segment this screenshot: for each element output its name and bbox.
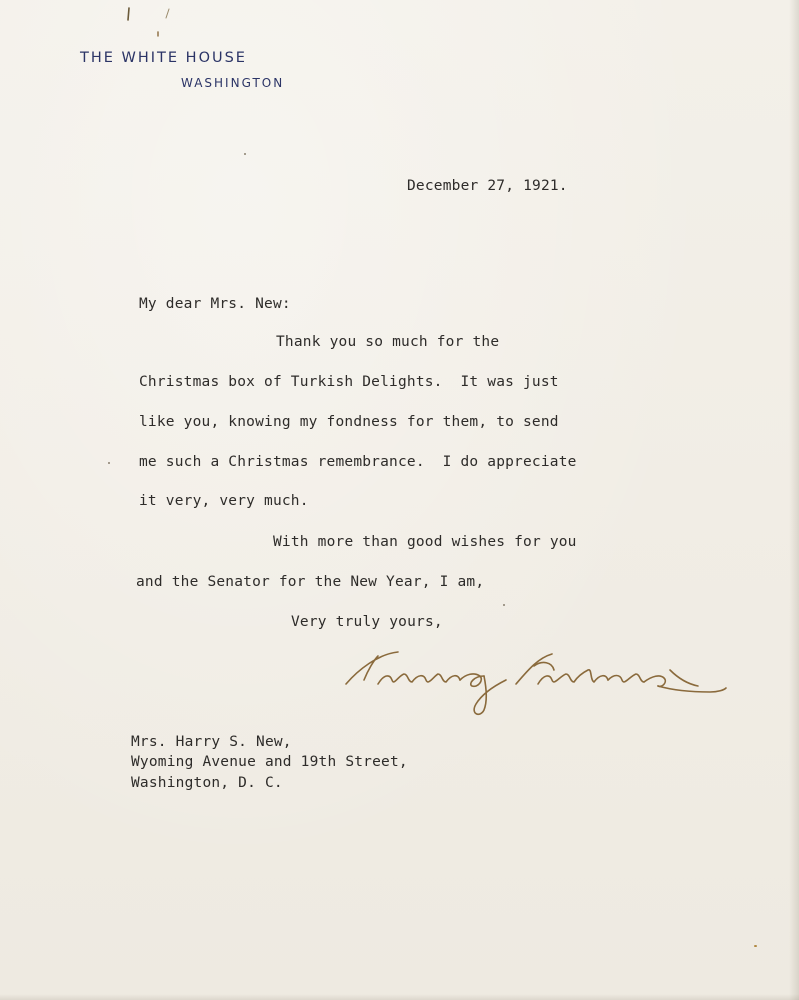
paper-edge-shadow (789, 0, 799, 1000)
salutation: My dear Mrs. New: (139, 296, 291, 312)
pencil-mark (125, 6, 185, 46)
paper-bottom-edge (0, 994, 799, 1000)
closing: Very truly yours, (291, 614, 443, 630)
body-line: me such a Christmas remembrance. I do appreciate (139, 454, 577, 470)
letterhead-title: THE WHITE HOUSE (80, 50, 247, 66)
recipient-line-2: Wyoming Avenue and 19th Street, (131, 754, 408, 770)
body-line: With more than good wishes for you (273, 534, 577, 550)
letterhead-subtitle: WASHINGTON (181, 76, 285, 90)
paper-speck (503, 604, 505, 606)
paper-speck (244, 153, 246, 155)
body-line: and the Senator for the New Year, I am, (136, 574, 485, 590)
letter-date: December 27, 1921. (407, 178, 568, 194)
body-line: Christmas box of Turkish Delights. It was just (139, 374, 559, 390)
body-line: Thank you so much for the (276, 334, 500, 350)
recipient-line-1: Mrs. Harry S. New, (131, 734, 292, 750)
paper-speck (108, 462, 110, 464)
body-line: it very, very much. (139, 493, 309, 509)
handwritten-signature (338, 640, 728, 720)
body-line: like you, knowing my fondness for them, to send (139, 414, 559, 430)
recipient-line-3: Washington, D. C. (131, 775, 283, 791)
paper-speck (754, 945, 757, 947)
